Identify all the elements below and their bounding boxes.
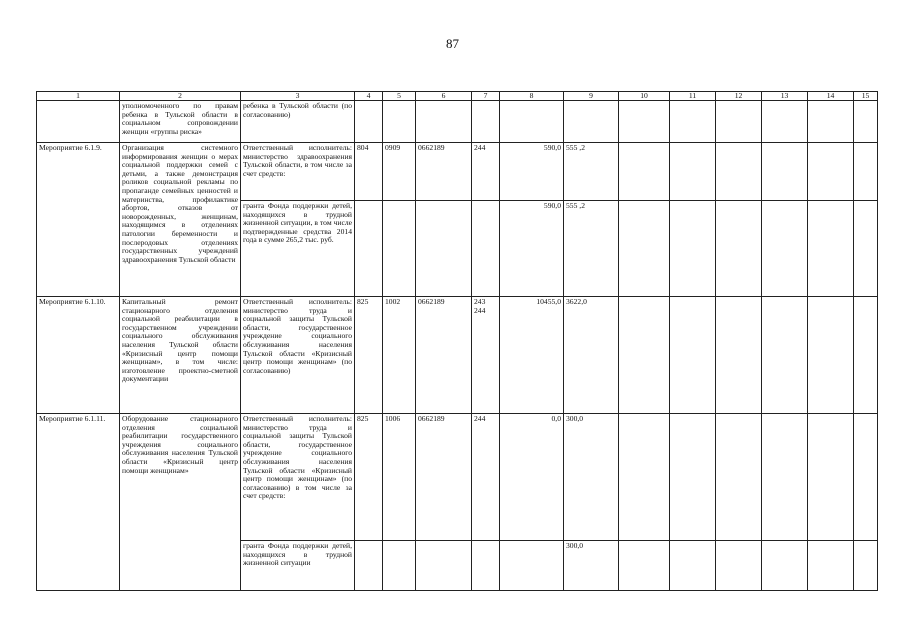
- target-article-cell: 0662189: [416, 414, 472, 541]
- column-number: 10: [619, 92, 670, 101]
- executor-cell: ребенка в Тульской области (по согласованию): [241, 101, 355, 143]
- column-number: 13: [762, 92, 808, 101]
- executor-cell: гранта Фонда поддержки детей, находящихся в трудной жизненной ситуации, в том числе подтвержденные средства 2014 года в сумме 265,2 тыс. руб.: [241, 201, 355, 297]
- page-number: 87: [446, 36, 459, 51]
- activity-description-cell: Оборудование стационарного отделения социальной реабилитации государственного учреждения социального обслуживания населения Тульской области «Кризисный центр помощи женщинам»: [120, 414, 241, 591]
- column-number: 9: [564, 92, 619, 101]
- column-number-row: [37, 92, 878, 101]
- empty-cell: [762, 143, 808, 201]
- expense-type-cell: [472, 101, 500, 143]
- empty-cell: [854, 201, 878, 297]
- target-article-cell: 0662189: [416, 297, 472, 414]
- empty-cell: [808, 201, 854, 297]
- column-number: 8: [500, 92, 564, 101]
- empty-cell: [355, 201, 383, 297]
- amount-cell: 0,0: [500, 414, 564, 541]
- empty-cell: [854, 143, 878, 201]
- column-number: 5: [383, 92, 416, 101]
- empty-cell: [670, 201, 716, 297]
- empty-cell: [762, 201, 808, 297]
- empty-cell: [716, 297, 762, 414]
- target-article-cell: [416, 101, 472, 143]
- amount-cell: 300,0: [564, 414, 619, 541]
- program-activities-table: [36, 91, 878, 591]
- empty-cell: [854, 414, 878, 541]
- section-code-cell: [383, 101, 416, 143]
- activity-description-cell: уполномоченного по правам ребенка в Тульской области в социальном сопровождении женщин «группы риска»: [120, 101, 241, 143]
- grbs-code-cell: 804: [355, 143, 383, 201]
- column-number: 4: [355, 92, 383, 101]
- table-row: [37, 414, 878, 541]
- amount-cell: 300,0: [564, 541, 619, 591]
- empty-cell: [670, 143, 716, 201]
- empty-cell: [762, 414, 808, 541]
- empty-cell: [619, 414, 670, 541]
- amount-cell: [564, 101, 619, 143]
- empty-cell: [383, 541, 416, 591]
- expense-type-cell: 243 244: [472, 297, 500, 414]
- column-number: 2: [120, 92, 241, 101]
- section-code-cell: 0909: [383, 143, 416, 201]
- empty-cell: [619, 297, 670, 414]
- section-code-cell: 1002: [383, 297, 416, 414]
- column-number: 14: [808, 92, 854, 101]
- empty-cell: [808, 297, 854, 414]
- empty-cell: [716, 143, 762, 201]
- empty-cell: [854, 541, 878, 591]
- empty-cell: [472, 201, 500, 297]
- empty-cell: [762, 297, 808, 414]
- amount-cell: 590,0: [500, 143, 564, 201]
- empty-cell: [619, 143, 670, 201]
- column-number: 12: [716, 92, 762, 101]
- empty-cell: [716, 201, 762, 297]
- activity-description-cell: Капитальный ремонт стационарного отделения социальной реабилитации в государственном учреждении социального обслуживания населения Тульской области «Кризисный центр помощи женщинам», в том числе: изготовление проектно-сметной документации: [120, 297, 241, 414]
- executor-cell: Ответственный исполнитель: министерство здравоохранения Тульской области, в том числе за счет средств:: [241, 143, 355, 201]
- activity-id-cell: Мероприятие 6.1.9.: [37, 143, 120, 297]
- empty-cell: [716, 541, 762, 591]
- empty-cell: [416, 201, 472, 297]
- empty-cell: [808, 414, 854, 541]
- executor-cell: Ответственный исполнитель: министерство труда и социальной защиты Тульской области, государственное учреждение социального обслуживания населения Тульской области «Кризисный центр помощи женщинам» (по согласованию) в том числе за счет средств:: [241, 414, 355, 541]
- column-number: 15: [854, 92, 878, 101]
- expense-type-cell: 244: [472, 414, 500, 541]
- amount-cell: 555 ,2: [564, 143, 619, 201]
- empty-cell: [854, 101, 878, 143]
- activity-id-cell: Мероприятие 6.1.11.: [37, 414, 120, 591]
- table-row: [37, 101, 878, 143]
- amount-cell: [500, 541, 564, 591]
- empty-cell: [762, 101, 808, 143]
- column-number: 3: [241, 92, 355, 101]
- amount-cell: 590,0: [500, 201, 564, 297]
- empty-cell: [808, 541, 854, 591]
- activity-id-cell: Мероприятие 6.1.10.: [37, 297, 120, 414]
- empty-cell: [670, 541, 716, 591]
- empty-cell: [472, 541, 500, 591]
- table-row: [37, 143, 878, 201]
- empty-cell: [619, 201, 670, 297]
- activity-description-cell: Организация системного информирования женщин о мерах социальной поддержки семей с детьми, а также демонстрация роликов социальной рекламы по пропаганде семейных ценностей и материнства, профилактике абортов, отказов от новорожденных, женщинам, находящимся в отделениях патологии беременности и послеродовых отделениях государственных учреждений здравоохранения Тульской области: [120, 143, 241, 297]
- column-number: 11: [670, 92, 716, 101]
- section-code-cell: 1006: [383, 414, 416, 541]
- empty-cell: [355, 541, 383, 591]
- target-article-cell: 0662189: [416, 143, 472, 201]
- table-row: [37, 297, 878, 414]
- amount-cell: 555 ,2: [564, 201, 619, 297]
- executor-cell: гранта Фонда поддержки детей, находящихся в трудной жизненной ситуации: [241, 541, 355, 591]
- grbs-code-cell: 825: [355, 414, 383, 541]
- amount-cell: 3622,0: [564, 297, 619, 414]
- empty-cell: [383, 201, 416, 297]
- empty-cell: [670, 297, 716, 414]
- empty-cell: [808, 101, 854, 143]
- executor-cell: Ответственный исполнитель: министерство труда и социальной защиты Тульской области, государственное учреждение социального обслуживания населения Тульской области «Кризисный центр помощи женщинам» (по согласованию): [241, 297, 355, 414]
- empty-cell: [416, 541, 472, 591]
- empty-cell: [854, 297, 878, 414]
- empty-cell: [762, 541, 808, 591]
- empty-cell: [670, 101, 716, 143]
- empty-cell: [619, 101, 670, 143]
- grbs-code-cell: 825: [355, 297, 383, 414]
- empty-cell: [670, 414, 716, 541]
- empty-cell: [619, 541, 670, 591]
- column-number: 1: [37, 92, 120, 101]
- empty-cell: [716, 101, 762, 143]
- grbs-code-cell: [355, 101, 383, 143]
- empty-cell: [808, 143, 854, 201]
- expense-type-cell: 244: [472, 143, 500, 201]
- column-number: 6: [416, 92, 472, 101]
- empty-cell: [716, 414, 762, 541]
- amount-cell: 10455,0: [500, 297, 564, 414]
- activity-id-cell: [37, 101, 120, 143]
- column-number: 7: [472, 92, 500, 101]
- amount-cell: [500, 101, 564, 143]
